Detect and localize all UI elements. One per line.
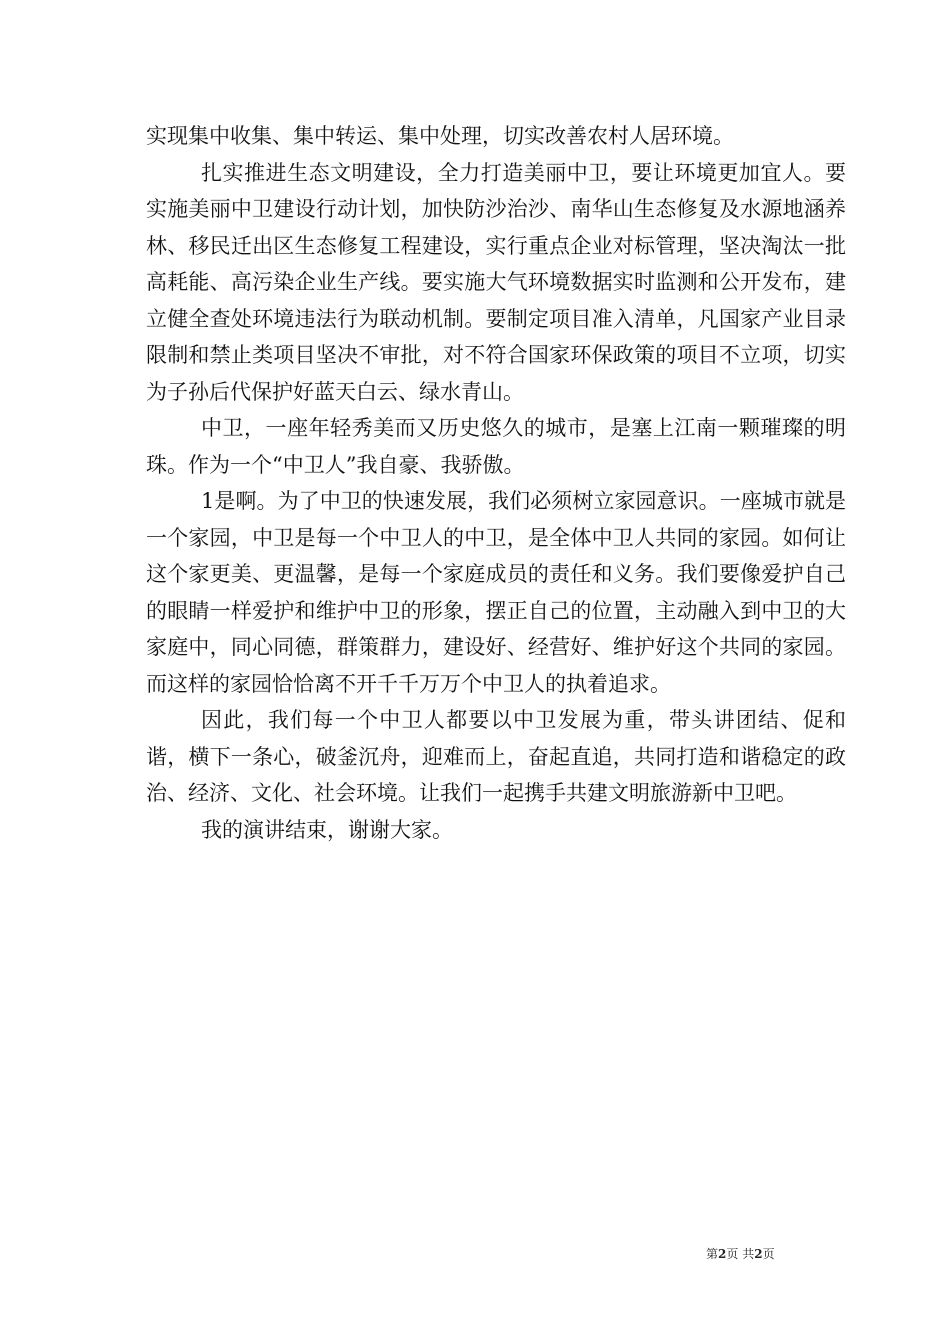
paragraph-city-intro: 中卫，一座年轻秀美而又历史悠久的城市，是塞上江南一颗璀璨的明珠。作为一个“中卫人”我自豪、我骄傲。 (146, 416, 846, 477)
paragraph-continuation: 实现集中收集、集中转运、集中处理，切实改善农村人居环境。 (146, 124, 734, 148)
page-footer (706, 1246, 775, 1262)
paragraph-closing: 我的演讲结束，谢谢大家。 (201, 817, 453, 842)
document-body (146, 118, 846, 848)
footer-total-pages: 2 (754, 1247, 763, 1261)
paragraph-homeland: 1是啊。为了中卫的快速发展，我们必须树立家园意识。一座城市就是一个家园，中卫是每一个中卫人的中卫，是全体中卫人共同的家园。如何让这个家更美、更温馨，是每一个家庭成员的责任和义务。我们要像爱护自己的眼睛一样爱护和维护中卫的形象，摆正自己的位置，主动融入到中卫的大家庭中，同心同德，群策群力，建设好、经营好、维护好这个共同的家园。而这样的家园恰恰离不开千千万万个中卫人的执着追求。 (146, 489, 846, 696)
footer-prefix: 第 (706, 1247, 719, 1261)
paragraph-call-to-action: 因此，我们每一个中卫人都要以中卫发展为重，带头讲团结、促和谐，横下一条心，破釜沉舟，迎难而上，奋起直追，共同打造和谐稳定的政治、经济、文化、社会环境。让我们一起携手共建文明旅游新中卫吧。 (146, 708, 846, 805)
footer-middle: 页 共 (726, 1247, 755, 1261)
footer-page-number: 2 (718, 1247, 727, 1261)
footer-suffix: 页 (762, 1247, 775, 1261)
paragraph-ecology: 扎实推进生态文明建设，全力打造美丽中卫，要让环境更加宜人。要实施美丽中卫建设行动计划，加快防沙治沙、南华山生态修复及水源地涵养林、移民迁出区生态修复工程建设，实行重点企业对标管理，坚决淘汰一批高耗能、高污染企业生产线。要实施大气环境数据实时监测和公开发布，建立健全查处环境违法行为联动机制。要制定项目准入清单，凡国家产业目录限制和禁止类项目坚决不审批，对不符合国家环保政策的项目不立项，切实为子孙后代保护好蓝天白云、绿水青山。 (146, 160, 846, 404)
